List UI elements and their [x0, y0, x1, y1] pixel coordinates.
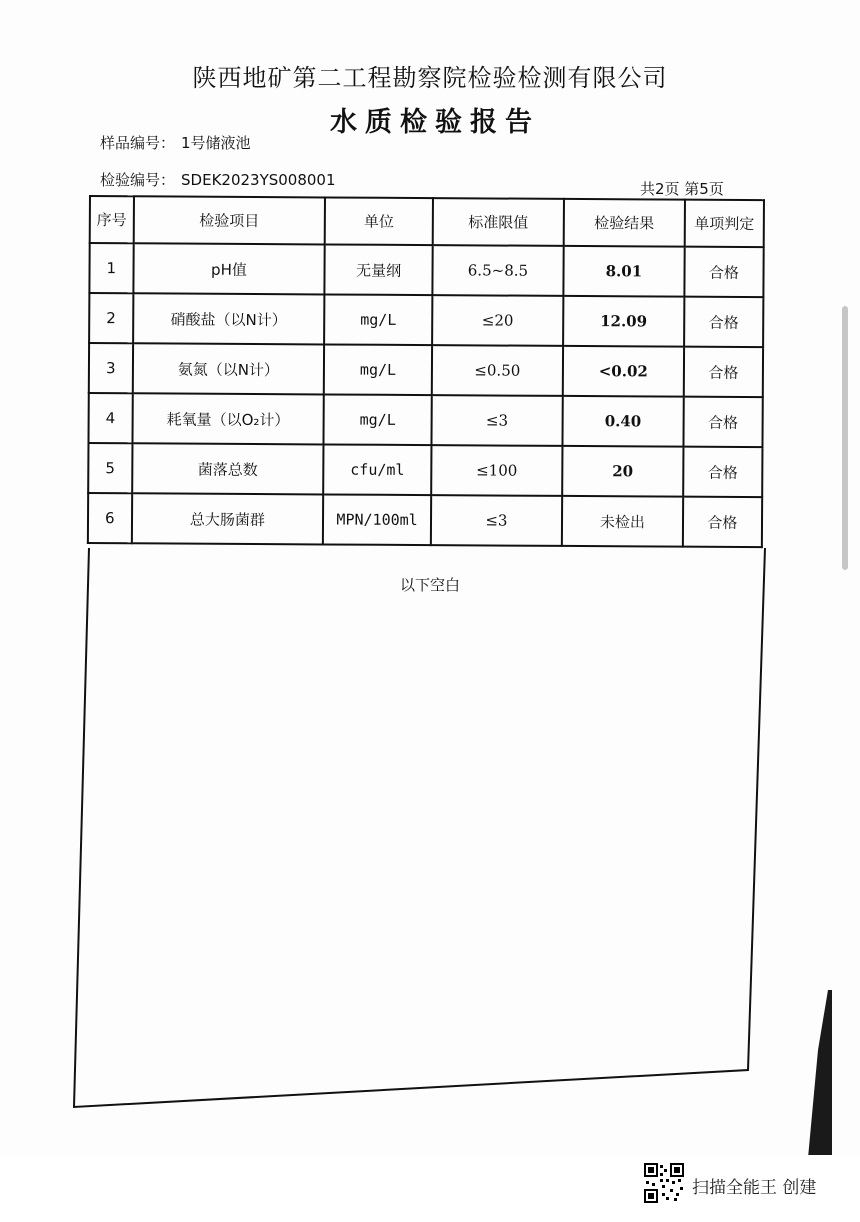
cell-result: <0.02: [563, 346, 684, 397]
cell-no: 5: [88, 443, 132, 493]
cell-unit: mg/L: [324, 294, 432, 345]
page-edge-shadow: [808, 990, 832, 1158]
cell-result: 20: [562, 446, 683, 497]
cell-no: 3: [89, 343, 133, 393]
header-result: 检验结果: [564, 199, 685, 247]
inspection-number: [100, 169, 336, 190]
cell-result: 8.01: [563, 246, 684, 297]
inspection-number-value: SDEK2023YS008001: [181, 171, 336, 189]
table-row: [88, 493, 762, 547]
cell-limit: 6.5~8.5: [432, 245, 563, 296]
cell-item: pH值: [133, 243, 325, 294]
header-limit: 标准限值: [433, 198, 564, 246]
cell-item: 耗氧量（以O₂计）: [132, 393, 324, 444]
cell-no: 1: [89, 243, 133, 293]
table-row: [89, 243, 763, 297]
cell-result: 未检出: [562, 496, 683, 547]
cell-item: 氨氮（以N计）: [132, 343, 324, 394]
header-judge: 单项判定: [685, 200, 764, 247]
cell-judge: 合格: [684, 347, 763, 397]
page-count: 共2页 第5页: [640, 180, 724, 198]
header-unit: 单位: [325, 197, 433, 245]
table-row: [88, 393, 762, 447]
cell-unit: MPN/100ml: [323, 494, 431, 545]
inspection-number-label: 检验编号：: [100, 171, 176, 189]
header-item: 检验项目: [133, 196, 325, 244]
footer: [0, 1155, 860, 1222]
cell-unit: cfu/ml: [323, 444, 431, 495]
company-name: 陕西地矿第二工程勘察院检验检测有限公司: [192, 64, 668, 92]
cell-result: 12.09: [563, 296, 684, 347]
cell-limit: ≤100: [431, 445, 562, 496]
sample-number-value: 1号储液池: [181, 134, 251, 152]
results-table: [87, 195, 765, 548]
scanner-watermark-text: 扫描全能王 创建: [692, 1178, 817, 1198]
cell-unit: 无量纲: [325, 244, 433, 295]
header-no: 序号: [90, 196, 134, 243]
qr-code-icon: [644, 1163, 684, 1203]
cell-limit: ≤3: [431, 395, 562, 446]
sample-number-label: 样品编号：: [100, 134, 176, 152]
vertical-scrollbar[interactable]: [842, 306, 848, 570]
cell-item: 总大肠菌群: [131, 493, 323, 544]
cell-item: 菌落总数: [132, 443, 324, 494]
table-header-row: [90, 196, 764, 247]
report-title: 水质检验报告: [330, 107, 540, 138]
cell-item: 硝酸盐（以N计）: [133, 293, 325, 344]
cell-limit: ≤0.50: [432, 345, 563, 396]
sample-number: [100, 132, 251, 153]
cell-judge: 合格: [684, 297, 763, 347]
cell-no: 6: [88, 493, 132, 543]
cell-no: 4: [88, 393, 132, 443]
table-row: [89, 343, 763, 397]
cell-no: 2: [89, 293, 133, 343]
table-row: [89, 293, 763, 347]
cell-result: 0.40: [562, 396, 683, 447]
cell-judge: 合格: [683, 497, 762, 547]
table-row: [88, 443, 762, 497]
cell-judge: 合格: [683, 447, 762, 497]
cell-unit: mg/L: [324, 344, 432, 395]
blank-below-note: 以下空白: [399, 576, 460, 594]
cell-unit: mg/L: [324, 394, 432, 445]
cell-limit: ≤20: [432, 295, 563, 346]
cell-judge: 合格: [684, 247, 763, 297]
cell-limit: ≤3: [431, 495, 562, 546]
cell-judge: 合格: [683, 397, 762, 447]
